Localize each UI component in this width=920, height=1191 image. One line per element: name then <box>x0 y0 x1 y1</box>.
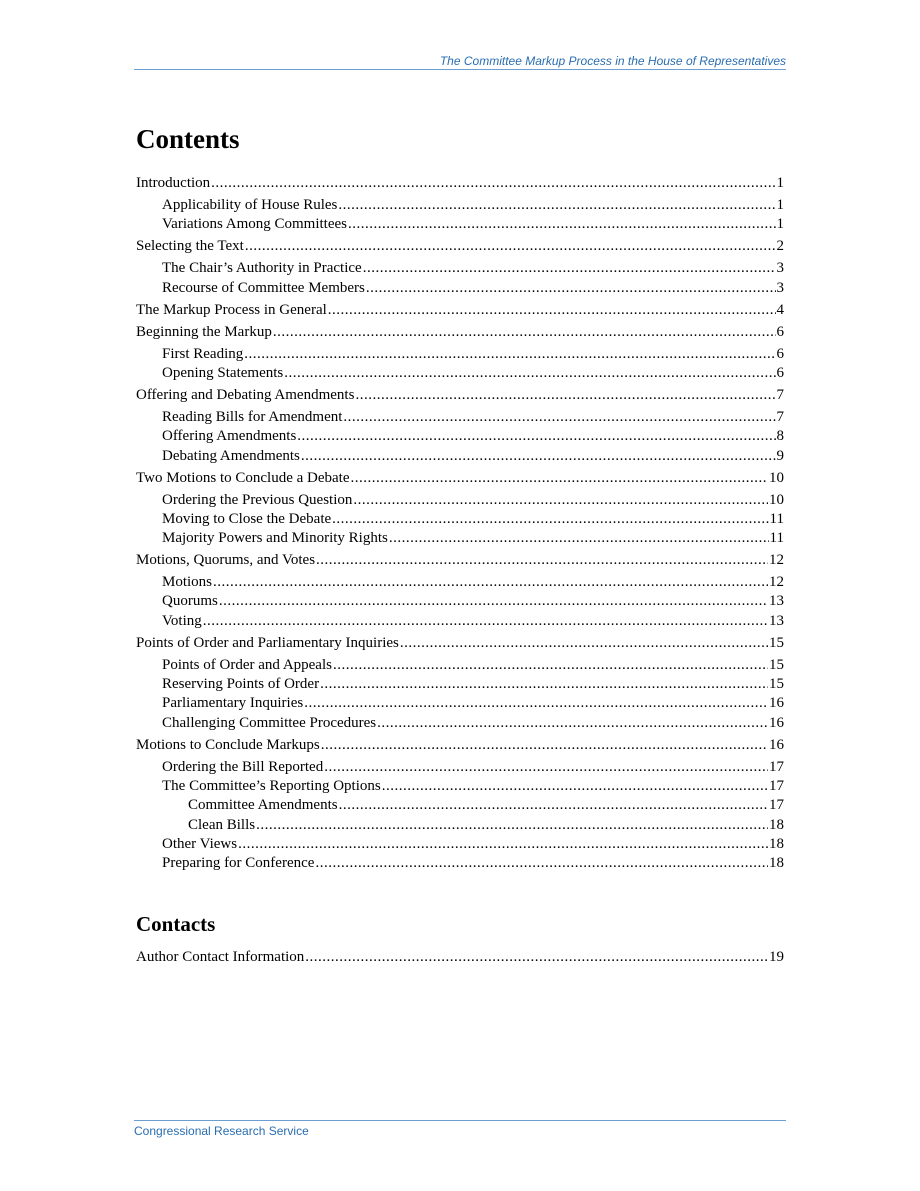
toc-entry-title: Author Contact Information <box>136 949 305 965</box>
toc-entry-page: 13 <box>769 612 784 629</box>
toc-entry-title: Opening Statements <box>162 364 284 381</box>
toc-entry[interactable] <box>136 174 784 192</box>
toc-dot-leader <box>366 279 776 297</box>
toc-dot-leader <box>301 447 776 465</box>
toc-entry[interactable] <box>136 469 784 487</box>
toc-entry-title: Parliamentary Inquiries <box>162 695 304 712</box>
toc-entry[interactable] <box>162 675 784 693</box>
toc-entry-title: Introduction <box>136 175 211 191</box>
toc-entry-page: 15 <box>769 634 784 651</box>
toc-entry-title: Voting <box>162 612 202 629</box>
toc-entry[interactable] <box>136 551 784 569</box>
toc-entry-title: The Committee’s Reporting Options <box>162 777 381 794</box>
toc-entry-page: 11 <box>769 510 784 527</box>
toc-dot-leader <box>304 694 768 712</box>
toc-entry-title: Variations Among Committees <box>162 216 347 233</box>
toc-entry-page: 15 <box>769 656 784 673</box>
toc-entry-title: Offering Amendments <box>162 428 297 445</box>
toc-dot-leader <box>211 174 775 192</box>
toc-entry-page: 18 <box>769 855 784 872</box>
toc-entry[interactable] <box>136 323 784 341</box>
toc-entry-title: The Chair’s Authority in Practice <box>162 260 362 277</box>
toc-dot-leader <box>256 816 768 834</box>
toc-entry-page: 16 <box>769 714 784 731</box>
toc-dot-leader <box>321 736 768 754</box>
toc-entry-title: Applicability of House Rules <box>162 197 338 213</box>
toc-entry[interactable] <box>162 573 784 591</box>
toc-entry-title: Motions, Quorums, and Votes <box>136 552 316 569</box>
toc-dot-leader <box>332 510 768 528</box>
toc-entry-page: 17 <box>769 797 784 814</box>
toc-entry[interactable] <box>162 279 784 297</box>
toc-entry-page: 10 <box>769 491 784 508</box>
toc-entry-title: Offering and Debating Amendments <box>136 386 355 403</box>
toc-entry-title: Other Views <box>162 835 238 852</box>
toc-entry-page: 7 <box>776 408 784 425</box>
toc-entry[interactable] <box>162 215 784 233</box>
toc-entry[interactable] <box>136 386 784 404</box>
toc-entry-page: 6 <box>776 323 784 340</box>
toc-entry-page: 10 <box>769 469 784 486</box>
toc-entry[interactable] <box>136 301 784 319</box>
toc-dot-leader <box>284 364 775 382</box>
toc-entry[interactable] <box>162 529 784 547</box>
running-footer <box>134 1120 786 1138</box>
toc-entry-title: Clean Bills <box>188 816 256 833</box>
toc-entry-page: 18 <box>769 816 784 833</box>
toc-entry-page: 16 <box>769 695 784 712</box>
toc-entry[interactable] <box>162 592 784 610</box>
toc-dot-leader <box>238 835 768 853</box>
toc-entry-page: 3 <box>776 260 784 277</box>
toc-entry-page: 11 <box>769 530 784 547</box>
toc-entry[interactable] <box>136 237 784 255</box>
toc-dot-leader <box>245 237 776 255</box>
toc-entry-page: 16 <box>769 736 784 753</box>
toc-entry[interactable] <box>162 714 784 732</box>
toc-entry[interactable] <box>162 854 784 872</box>
toc-entry-page: 1 <box>776 175 784 191</box>
toc-dot-leader <box>324 758 768 776</box>
toc-entry[interactable] <box>162 510 784 528</box>
toc-entry-page: 6 <box>776 364 784 381</box>
toc-entry-title: Reserving Points of Order <box>162 676 320 692</box>
toc-dot-leader <box>339 796 768 814</box>
toc-entry-page: 18 <box>769 835 784 852</box>
toc-entry-title: Two Motions to Conclude a Debate <box>136 469 350 486</box>
toc-entry-page: 12 <box>769 574 784 591</box>
toc-entry-page: 2 <box>776 238 784 255</box>
toc-entry-page: 1 <box>776 216 784 233</box>
toc-entry[interactable] <box>162 612 784 630</box>
running-header <box>134 54 786 70</box>
toc-dot-leader <box>363 259 776 277</box>
toc-entry-page: 8 <box>776 428 784 445</box>
toc-entry[interactable] <box>162 656 784 674</box>
toc-entry-title: Selecting the Text <box>136 238 244 255</box>
toc-entry-page: 19 <box>769 949 784 965</box>
toc-dot-leader <box>377 714 768 732</box>
contacts-heading: Contacts <box>136 912 216 936</box>
toc-dot-leader <box>382 777 768 795</box>
toc-entry-page: 7 <box>776 386 784 403</box>
toc-entry-page: 1 <box>776 197 784 213</box>
toc-entry[interactable] <box>162 758 784 776</box>
toc-entry[interactable] <box>188 796 784 814</box>
toc-dot-leader <box>305 948 768 966</box>
toc-dot-leader <box>351 469 769 487</box>
toc-dot-leader <box>244 345 775 363</box>
toc-entry-title: Majority Powers and Minority Rights <box>162 530 388 547</box>
toc-entry-title: Quorums <box>162 593 218 610</box>
toc-dot-leader <box>316 551 768 569</box>
toc-entry-title: Ordering the Bill Reported <box>162 758 324 775</box>
toc-entry[interactable] <box>162 364 784 382</box>
toc-dot-leader <box>338 196 775 214</box>
toc-entry-page: 17 <box>769 777 784 794</box>
toc-entry[interactable] <box>162 777 784 795</box>
contents-heading: Contents <box>136 124 240 154</box>
toc-entry[interactable] <box>162 427 784 445</box>
toc-entry-title: Points of Order and Appeals <box>162 656 332 673</box>
toc-entry-page: 3 <box>776 279 784 296</box>
toc-entry-page: 13 <box>769 593 784 610</box>
toc-dot-leader <box>355 386 775 404</box>
toc-entry[interactable] <box>136 948 784 966</box>
toc-entry[interactable] <box>162 345 784 363</box>
toc-entry-page: 6 <box>776 345 784 362</box>
toc-dot-leader <box>333 656 768 674</box>
toc-dot-leader <box>320 675 768 693</box>
toc-entry[interactable] <box>136 736 784 754</box>
toc-entry-title: Motions to Conclude Markups <box>136 736 320 753</box>
toc-entry[interactable] <box>162 408 784 426</box>
toc-dot-leader <box>389 529 769 547</box>
toc-entry-title: Debating Amendments <box>162 447 300 464</box>
toc-dot-leader <box>343 408 775 426</box>
toc-entry-title: Reading Bills for Amendment <box>162 408 343 425</box>
toc-entry-page: 4 <box>776 301 784 318</box>
footer-organization: Congressional Research Service <box>134 1124 309 1138</box>
toc-entry[interactable] <box>188 816 784 834</box>
toc-entry-page: 15 <box>769 676 784 692</box>
toc-entry-title: Moving to Close the Debate <box>162 510 332 527</box>
toc-entry-page: 17 <box>769 758 784 775</box>
toc-entry[interactable] <box>162 259 784 277</box>
toc-dot-leader <box>328 301 776 319</box>
toc-dot-leader <box>297 427 775 445</box>
toc-dot-leader <box>348 215 776 233</box>
toc-entry[interactable] <box>162 694 784 712</box>
toc-entry[interactable] <box>136 634 784 652</box>
toc-entry[interactable] <box>162 447 784 465</box>
toc-entry-title: Recourse of Committee Members <box>162 279 365 296</box>
toc-dot-leader <box>213 573 768 591</box>
toc-dot-leader <box>315 854 768 872</box>
toc-entry-title: Challenging Committee Procedures <box>162 714 377 731</box>
toc-entry-title: Preparing for Conference <box>162 855 315 872</box>
toc-entry-title: Points of Order and Parliamentary Inquiries <box>136 634 399 651</box>
toc-entry[interactable] <box>162 491 784 509</box>
toc-entry-title: Beginning the Markup <box>136 323 272 340</box>
toc-entry-title: Ordering the Previous Question <box>162 491 353 508</box>
toc-entry-page: 12 <box>769 552 784 569</box>
toc-dot-leader <box>400 634 768 652</box>
toc-dot-leader <box>273 323 776 341</box>
toc-entry[interactable] <box>162 196 784 214</box>
toc-entry-title: Committee Amendments <box>188 797 338 814</box>
running-header-title: The Committee Markup Process in the House of Representatives <box>439 54 786 68</box>
toc-entry-title: Motions <box>162 574 213 591</box>
toc-entry-page: 9 <box>776 447 784 464</box>
toc-dot-leader <box>353 491 768 509</box>
toc-entry[interactable] <box>162 835 784 853</box>
toc-entry-title: First Reading <box>162 345 244 362</box>
toc-entry-title: The Markup Process in General <box>136 301 327 318</box>
toc-dot-leader <box>219 592 768 610</box>
toc-dot-leader <box>203 612 768 630</box>
